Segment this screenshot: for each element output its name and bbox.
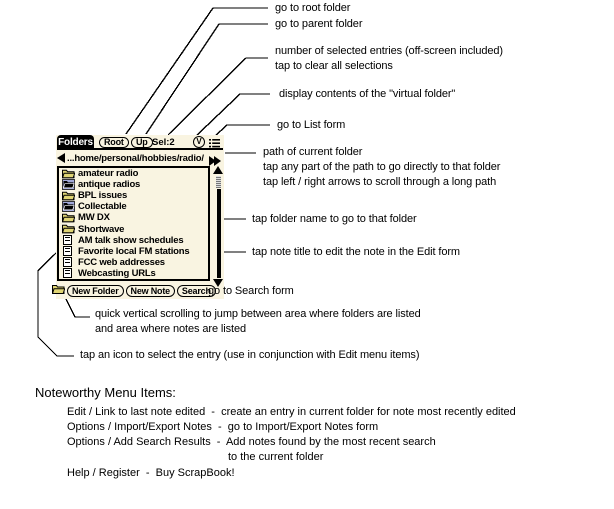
annotation-path-line2: tap any part of the path to go directly to that folder [263, 161, 501, 173]
folder-icon[interactable] [62, 169, 78, 179]
callout-root-button [126, 8, 268, 134]
note-row[interactable] [59, 257, 208, 268]
new-folder-button[interactable]: New Folder [67, 285, 124, 297]
bottom-toolbar [52, 284, 216, 298]
annotation-note-title: tap note title to edit the note in the Edit form [252, 246, 460, 258]
folder-icon[interactable] [62, 213, 78, 223]
entry-label[interactable]: Collectable [78, 201, 127, 213]
annotation-search-form: go to Search form [208, 285, 294, 297]
entry-label[interactable]: FCC web addresses [78, 256, 165, 268]
note-row[interactable] [59, 246, 208, 257]
annotation-path [263, 145, 500, 190]
entry-list [57, 166, 210, 281]
callout-scroll-icon [66, 299, 90, 317]
annotation-selection-line1: number of selected entries (off-screen included) [275, 45, 503, 57]
current-folder-path[interactable]: ...home/personal/hobbies/radio/ [67, 153, 204, 164]
menu-note-register: Help / Register - Buy ScrapBook! [67, 467, 235, 479]
selected-folder-icon[interactable] [62, 179, 78, 190]
folder-row[interactable] [59, 190, 208, 201]
menu-notes-heading: Noteworthy Menu Items: [35, 385, 176, 400]
folder-row[interactable] [59, 201, 208, 212]
menu-note-import-export: Options / Import/Export Notes - go to Import/Export Notes form [67, 421, 379, 433]
entry-label[interactable]: AM talk show schedules [78, 234, 184, 246]
folder-row[interactable] [59, 168, 208, 179]
new-note-button[interactable]: New Note [126, 285, 175, 297]
virtual-folder-button[interactable]: V [193, 136, 205, 148]
folder-icon[interactable] [62, 191, 78, 201]
annotation-selection [275, 44, 503, 74]
scrapbook-folders-form [56, 135, 224, 299]
note-icon[interactable] [62, 268, 78, 278]
note-icon[interactable] [62, 257, 78, 267]
folder-row[interactable] [59, 212, 208, 223]
annotation-quick-scroll-line1: quick vertical scrolling to jump between area where folders are listed [95, 308, 421, 320]
note-row[interactable] [59, 268, 208, 279]
up-button[interactable]: Up [131, 137, 153, 148]
annotation-quick-scroll-line2: and area where notes are listed [95, 323, 246, 335]
note-icon[interactable] [62, 235, 78, 245]
folder-row[interactable] [59, 223, 208, 234]
path-scroll-left-icon[interactable] [57, 153, 65, 163]
note-row[interactable] [59, 235, 208, 246]
folder-row[interactable] [59, 179, 208, 190]
scrollbar-track[interactable] [217, 189, 221, 278]
menu-note-add-search-results-cont: to the current folder [228, 451, 324, 463]
annotation-parent: go to parent folder [275, 18, 363, 30]
folder-icon[interactable] [62, 224, 78, 234]
callout-selection-count [168, 58, 268, 135]
entry-label[interactable]: MW DX [78, 212, 110, 224]
path-bar[interactable] [57, 152, 223, 166]
callout-virtual-button [196, 94, 270, 136]
entry-label[interactable]: Favorite local FM stations [78, 245, 190, 257]
annotation-folder-name: tap folder name to go to that folder [252, 213, 417, 225]
quick-scroll-folder-icon[interactable] [52, 282, 65, 300]
annotation-path-line3: tap left / right arrows to scroll through a long path [263, 176, 497, 188]
annotation-quick-scroll [95, 307, 421, 337]
titlebar-divider [57, 148, 223, 150]
entry-label[interactable]: Shortwave [78, 223, 125, 235]
entry-label[interactable]: antique radios [78, 179, 141, 191]
menu-note-link-last-edited: Edit / Link to last note edited - create an entry in current folder for note most recently edited [67, 406, 516, 418]
search-button[interactable]: Search [177, 285, 216, 297]
annotation-path-line1: path of current folder [263, 146, 363, 158]
annotation-selection-line2: tap to clear all selections [275, 60, 393, 72]
annotation-root: go to root folder [275, 2, 351, 14]
scrollbar-thumb[interactable] [216, 176, 221, 188]
annotation-list-form: go to List form [277, 119, 346, 131]
scroll-up-icon[interactable] [213, 166, 223, 174]
form-title-tab: Folders [58, 137, 93, 148]
scrollbar[interactable] [213, 166, 224, 287]
root-button[interactable]: Root [99, 137, 129, 148]
annotation-virtual: display contents of the "virtual folder" [279, 88, 456, 100]
entry-label[interactable]: amateur radio [78, 168, 139, 180]
note-icon[interactable] [62, 246, 78, 256]
selection-count[interactable]: Sel:2 [152, 137, 175, 148]
menu-note-add-search-results: Options / Add Search Results - Add notes found by the most recent search [67, 436, 436, 448]
selected-folder-icon[interactable] [62, 201, 78, 212]
entry-label[interactable]: BPL issues [78, 190, 128, 202]
callout-up-button [146, 24, 268, 134]
list-view-icon[interactable] [208, 136, 220, 148]
annotation-icon-select: tap an icon to select the entry (use in conjunction with Edit menu items) [80, 349, 420, 361]
entry-label[interactable]: Webcasting URLs [78, 267, 156, 279]
